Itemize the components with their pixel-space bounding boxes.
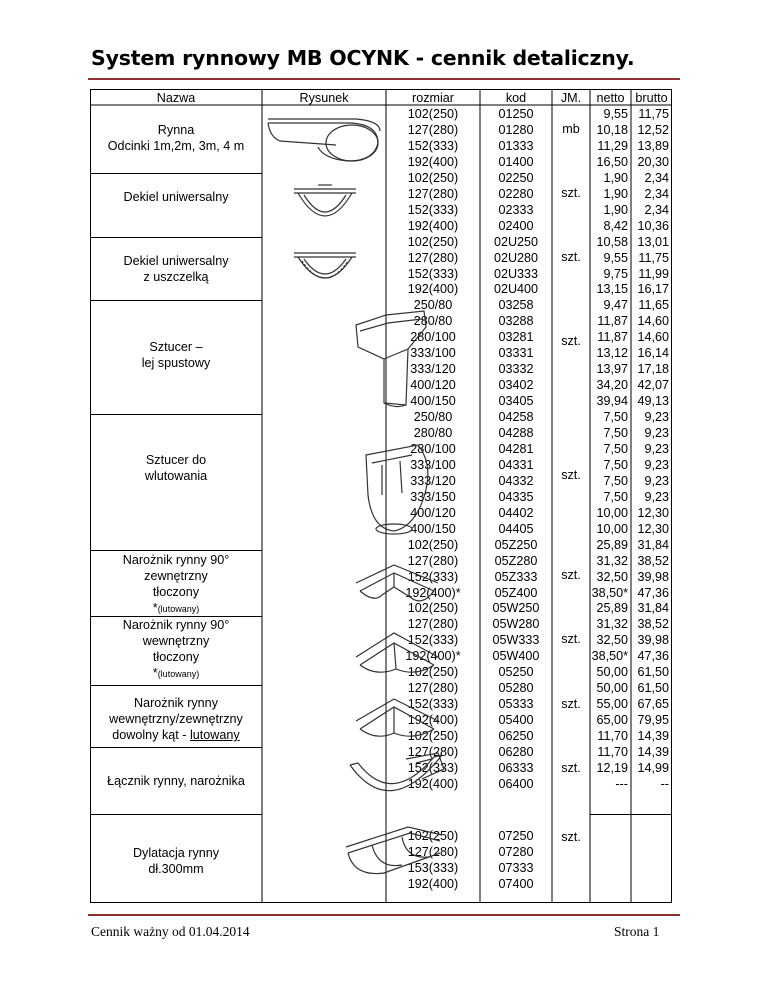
header-net: netto (596, 91, 625, 105)
size-cell: 192(400) (407, 876, 459, 891)
gross-price-cell: 67,65 (637, 697, 669, 712)
gross-price-cell: 2,34 (644, 186, 669, 201)
code-cell: 02U400 (493, 282, 539, 297)
net-price-cell: 8,42 (603, 218, 628, 233)
page-number: Strona 1 (614, 924, 660, 939)
code-cell: 05Z400 (494, 585, 538, 600)
gross-price-cell: 14,60 (637, 330, 669, 345)
gross-price-cell: 17,18 (637, 362, 669, 377)
unit-any-angle-corner: szt. (561, 697, 581, 711)
size-cell: 400/150 (410, 394, 456, 409)
net-price-cell: 55,00 (596, 697, 628, 712)
size-cell: 152(333) (407, 138, 459, 153)
gutter-icon (266, 115, 382, 165)
sealed-end-cap-icon (290, 245, 360, 295)
net-price-cell: 13,12 (596, 346, 628, 361)
code-cell: 05Z333 (494, 569, 538, 584)
size-cell: 192(400) (407, 154, 459, 169)
group-gutter: Rynna Odcinki 1m,2m, 3m, 4 m (107, 123, 245, 153)
code-cell: 05Z250 (494, 537, 538, 552)
code-cell: 03258 (498, 298, 534, 313)
header-code: kod (505, 91, 527, 105)
net-price-cell: 7,50 (603, 457, 628, 472)
unit-sealed-end-cap: szt. (561, 250, 581, 264)
gross-price-cell: 38,52 (637, 553, 669, 568)
size-cell: 127(280) (407, 681, 459, 696)
gross-price-cell: 20,30 (637, 154, 669, 169)
net-price-cell: 25,89 (596, 537, 628, 552)
net-price-cell: 7,50 (603, 473, 628, 488)
code-cell: 04288 (498, 426, 534, 440)
gross-price-cell: 61,50 (637, 681, 669, 696)
code-cell: 05W400 (492, 649, 540, 664)
header-size: rozmiar (412, 91, 454, 105)
gross-price-cell: 49,13 (637, 394, 669, 409)
net-price-cell: 9,75 (603, 266, 628, 281)
gross-price-cell: 14,60 (637, 314, 669, 329)
footer-divider (88, 914, 680, 916)
code-cell: 01280 (498, 122, 534, 137)
validity-note: Cennik ważny od 01.04.2014 (91, 924, 250, 939)
group-any-angle-corner: Narożnik rynny wewnętrzny/zewnętrzny dowolny kąt - lutowany (109, 696, 243, 742)
code-cell: 05W333 (492, 633, 540, 648)
net-price-cell: 11,70 (597, 729, 628, 744)
gross-price-cell: 11,75 (638, 107, 669, 121)
gross-price-cell: 39,98 (637, 569, 669, 584)
net-price-cell: 7,50 (603, 489, 628, 504)
code-cell: 02400 (498, 218, 534, 233)
net-price-cell: 1,90 (603, 186, 628, 201)
gross-price-cell: 47,36 (637, 585, 669, 600)
unit-external-corner: szt. (561, 568, 581, 582)
gross-price-cell: 79,95 (637, 713, 669, 728)
code-cell: 02250 (498, 170, 534, 185)
gross-price-cell: 61,50 (637, 665, 669, 680)
gross-price-cell: 9,23 (644, 473, 669, 488)
code-cell: 04335 (498, 489, 534, 504)
gross-price-cell: 2,34 (644, 170, 669, 185)
group-sealed-end-cap: Dekiel uniwersalny z uszczelką (123, 254, 229, 284)
size-cell: 102(250) (407, 665, 459, 680)
gross-price-cell: 47,36 (637, 649, 669, 664)
code-cell: 04405 (498, 521, 534, 536)
gross-price-cell: 2,34 (644, 202, 669, 217)
code-cell: 03331 (498, 346, 534, 361)
page-title: System rynnowy MB OCYNK - cennik detaliczny. (91, 46, 635, 70)
unit-end-cap: szt. (561, 186, 581, 200)
gross-price-cell: 9,23 (644, 457, 669, 472)
size-cell: 102(250) (407, 601, 459, 616)
external-corner-icon (352, 561, 442, 615)
size-cell: 127(280) (407, 617, 459, 632)
gross-price-cell: 14,99 (637, 760, 669, 775)
gross-price-cell: 16,17 (637, 282, 669, 297)
size-cell: 250/80 (413, 410, 453, 425)
title-divider (88, 78, 680, 80)
code-cell: 07400 (498, 876, 534, 891)
size-cell: 192(400) (407, 218, 459, 233)
gross-price-cell: 11,75 (638, 250, 669, 265)
net-price-cell: 10,58 (596, 234, 628, 249)
size-cell: 400/120 (410, 378, 456, 393)
gross-price-cell: 11,99 (638, 266, 669, 281)
net-price-cell: 50,00 (596, 665, 628, 680)
gross-price-cell: 16,14 (637, 346, 669, 361)
size-cell: 333/100 (410, 457, 456, 472)
code-cell: 01400 (498, 154, 534, 169)
code-cell: 03332 (498, 362, 534, 377)
gross-price-cell: 9,23 (644, 426, 669, 440)
group-external-corner: Narożnik rynny 90° zewnętrzny tłoczony *(lutowany) (122, 553, 230, 615)
net-price-cell: 9,55 (603, 250, 628, 265)
code-cell: 05Z280 (494, 553, 538, 568)
gross-price-cell: 9,23 (644, 441, 669, 456)
gross-price-cell: 9,23 (644, 410, 669, 425)
net-price-cell: 50,00 (596, 681, 628, 696)
net-price-cell: 34,20 (596, 378, 628, 393)
code-cell: 07280 (498, 844, 534, 859)
unit-connector: szt. (561, 761, 581, 775)
code-cell: 03281 (498, 330, 534, 345)
any-angle-corner-icon (352, 693, 442, 745)
code-cell: 05400 (498, 713, 534, 728)
unit-gutter: mb (562, 122, 580, 136)
gross-price-cell: 39,98 (637, 633, 669, 648)
code-cell: 04258 (498, 410, 534, 425)
header-unit: JM. (560, 91, 582, 105)
header-name: Nazwa (156, 91, 196, 105)
gross-price-cell: 12,52 (637, 122, 669, 137)
code-cell: 04402 (498, 505, 534, 520)
size-cell: 280/80 (413, 314, 453, 329)
code-cell: 06400 (498, 776, 534, 791)
size-cell: 102(250) (407, 107, 459, 121)
net-price-cell: 65,00 (596, 713, 628, 728)
gross-price-cell: 14,39 (637, 745, 669, 759)
gross-price-cell: 12,30 (637, 505, 669, 520)
size-cell: 153(333) (407, 860, 459, 875)
net-price-cell: 31,32 (596, 553, 628, 568)
net-price-cell: 38,50* (591, 585, 628, 600)
net-price-cell: 7,50 (603, 441, 628, 456)
header-gross: brutto (635, 91, 668, 105)
code-cell: 05250 (498, 665, 534, 680)
net-price-cell: 11,87 (597, 330, 628, 345)
net-price-cell: 10,00 (596, 521, 628, 536)
net-price-cell: 10,00 (596, 505, 628, 520)
code-cell: 07333 (498, 860, 534, 875)
net-price-cell: 12,19 (596, 760, 628, 775)
unit-expansion-joint: szt. (561, 830, 581, 844)
group-funnel-outlet: Sztucer – lej spustowy (141, 340, 211, 370)
size-cell: 333/120 (410, 473, 456, 488)
size-cell: 280/100 (410, 330, 456, 345)
gross-price-cell: 14,39 (637, 729, 669, 744)
gross-price-cell: 13,89 (637, 138, 669, 153)
net-price-cell: 11,70 (597, 745, 628, 759)
connector-icon (346, 749, 450, 811)
unit-solder-outlet: szt. (561, 468, 581, 482)
gross-price-cell: 38,52 (637, 617, 669, 632)
code-cell: 05280 (498, 681, 534, 696)
size-cell: 102(250) (407, 829, 459, 843)
net-price-cell: 9,55 (603, 107, 628, 121)
size-cell: 152(333) (407, 633, 459, 648)
size-cell: 102(250) (407, 170, 459, 185)
code-cell: 02333 (498, 202, 534, 217)
end-cap-icon (290, 181, 360, 233)
header-drawing: Rysunek (299, 91, 349, 105)
code-cell: 05333 (498, 697, 534, 712)
size-cell: 400/120 (410, 505, 456, 520)
code-cell: 02U280 (493, 250, 539, 265)
net-price-cell: 13,15 (596, 282, 628, 297)
code-cell: 06280 (498, 745, 534, 759)
size-cell: 127(280) (407, 745, 459, 759)
size-cell: 250/80 (413, 298, 453, 313)
gross-price-cell: -- (660, 776, 669, 791)
net-price-cell: 1,90 (603, 170, 628, 185)
code-cell: 03405 (498, 394, 534, 409)
internal-corner-icon (352, 627, 442, 681)
size-cell: 102(250) (407, 537, 459, 552)
size-cell: 127(280) (407, 122, 459, 137)
gross-price-cell: 31,84 (637, 537, 669, 552)
net-price-cell: 11,87 (597, 314, 628, 329)
net-price-cell: 39,94 (596, 394, 628, 409)
size-cell: 280/100 (410, 441, 456, 456)
gross-price-cell: 11,65 (638, 298, 669, 313)
group-end-cap: Dekiel uniwersalny (123, 190, 229, 204)
net-price-cell: 7,50 (603, 426, 628, 440)
code-cell: 04331 (498, 457, 534, 472)
net-price-cell: 11,29 (597, 138, 628, 153)
group-internal-corner: Narożnik rynny 90° wewnętrzny tłoczony *(lutowany) (122, 618, 230, 680)
size-cell: 333/100 (410, 346, 456, 361)
code-cell: 03288 (498, 314, 534, 329)
price-table (90, 89, 672, 903)
size-cell: 192(400)* (405, 649, 461, 664)
size-cell: 152(333) (407, 760, 459, 775)
solder-outlet-icon (352, 435, 438, 539)
size-cell: 400/150 (410, 521, 456, 536)
size-cell: 192(400) (407, 713, 459, 728)
net-price-cell: 25,89 (596, 601, 628, 616)
size-cell: 152(333) (407, 202, 459, 217)
size-cell: 127(280) (407, 844, 459, 859)
code-cell: 06333 (498, 760, 534, 775)
net-price-cell: 16,50 (596, 154, 628, 169)
net-price-cell: 32,50 (596, 569, 628, 584)
code-cell: 04332 (498, 473, 534, 488)
size-cell: 152(333) (407, 569, 459, 584)
size-cell: 192(400)* (405, 585, 461, 600)
gross-price-cell: 9,23 (644, 489, 669, 504)
code-cell: 04281 (498, 441, 534, 456)
size-cell: 333/120 (410, 362, 456, 377)
gross-price-cell: 42,07 (637, 378, 669, 393)
net-price-cell: --- (615, 776, 628, 791)
group-expansion-joint: Dylatacja rynny dł.300mm (132, 846, 220, 876)
net-price-cell: 10,18 (596, 122, 628, 137)
size-cell: 127(280) (407, 250, 459, 265)
code-cell: 07250 (498, 829, 534, 843)
gross-price-cell: 10,36 (637, 218, 669, 233)
unit-internal-corner: szt. (561, 632, 581, 646)
net-price-cell: 13,97 (596, 362, 628, 377)
gross-price-cell: 31,84 (637, 601, 669, 616)
code-cell: 02U250 (493, 234, 539, 249)
funnel-outlet-icon (348, 307, 436, 411)
size-cell: 280/80 (413, 426, 453, 440)
code-cell: 02U333 (493, 266, 539, 281)
group-solder-outlet: Sztucer do wlutowania (144, 453, 208, 483)
size-cell: 192(400) (407, 282, 459, 297)
size-cell: 127(280) (407, 186, 459, 201)
gross-price-cell: 13,01 (637, 234, 669, 249)
size-cell: 152(333) (407, 266, 459, 281)
code-cell: 03402 (498, 378, 534, 393)
net-price-cell: 7,50 (603, 410, 628, 425)
code-cell: 02280 (498, 186, 534, 201)
size-cell: 102(250) (407, 729, 459, 744)
size-cell: 127(280) (407, 553, 459, 568)
net-price-cell: 9,47 (603, 298, 628, 313)
net-price-cell: 32,50 (596, 633, 628, 648)
net-price-cell: 38,50* (591, 649, 628, 664)
net-price-cell: 31,32 (596, 617, 628, 632)
code-cell: 06250 (498, 729, 534, 744)
size-cell: 333/150 (410, 489, 456, 504)
unit-funnel-outlet: szt. (561, 334, 581, 348)
code-cell: 01333 (498, 138, 534, 153)
net-price-cell: 1,90 (603, 202, 628, 217)
size-cell: 192(400) (407, 776, 459, 791)
size-cell: 102(250) (407, 234, 459, 249)
expansion-joint-icon (342, 819, 446, 881)
code-cell: 05W250 (492, 601, 540, 616)
size-cell: 152(333) (407, 697, 459, 712)
group-connector: Łącznik rynny, narożnika (107, 774, 245, 788)
code-cell: 05W280 (492, 617, 540, 632)
code-cell: 01250 (498, 107, 534, 121)
gross-price-cell: 12,30 (637, 521, 669, 536)
